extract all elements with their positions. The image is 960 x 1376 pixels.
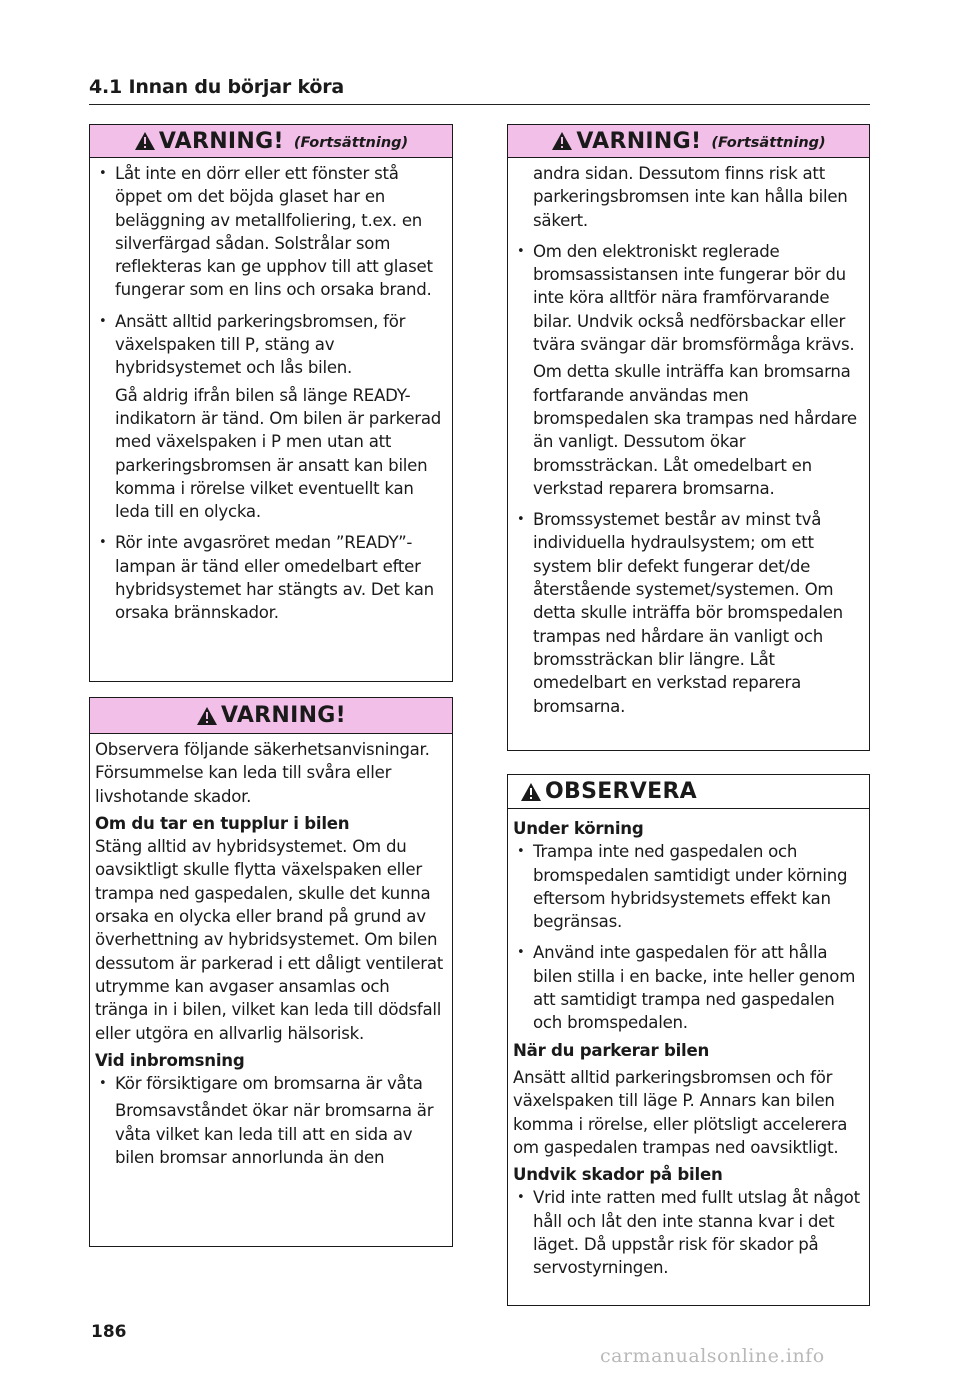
paragraph: andra sidan. Dessutom finns risk att parkeringsbromsen inte kan hålla bilen säkert. [533,164,848,230]
warning-box-continued-left [89,124,453,682]
notice-banner [508,775,869,809]
subheading: Om du tar en tupplur i bilen [95,813,350,833]
page-header [89,72,870,105]
section-title: 4.1 Innan du börjar köra [89,76,345,98]
paragraph: Gå aldrig ifrån bilen så länge READY-indikatorn är tänd. Om bilen är parkerad med växelspaken i P men utan att parkeringsbromsen är ansatt kan bilen komma i rörelse vilket eventuellt kan leda till en olycka. [115,385,442,522]
warning-content [90,734,452,1169]
paragraph: Ansätt alltid parkeringsbromsen och för växelspaken till läge P. Annars kan bilen komma i rörelse, eller plötsligt accelerera om gaspedalen trampas ned oavsiktligt. [513,1067,848,1157]
warning-content [90,158,452,625]
list-item: • Låt inte en dörr eller ett fönster stå öppet om det böjda glaset har en beläggning av metallfoliering, t.ex. en silverfärgad sådan. Solstrålar som reflekteras kan ge upphov till att glaset fungerar som en lins och orsaka brand. [95,162,447,302]
list-item: • Använd inte gaspedalen för att hålla bilen stilla i en backe, inte heller genom att samtidigt trampa ned gaspedalen och bromspedalen. [513,941,864,1034]
list-item: • Bromssystemet består av minst två individuella hydraulsystem; om ett system blir defekt fungerar det/de återstående systemet/systemen. Om detta skulle inträffa bör bromspedalen trampas ned hårdare än vanligt och bromssträckan blir längre. Låt omedelbart en verkstad reparera bromsarna. [513,508,864,718]
subheading: När du parkerar bilen [513,1040,710,1060]
notice-triangle-icon [520,782,542,802]
paragraph: Om detta skulle inträffa kan bromsarna fortfarande användas men bromspedalen ska trampas ned hårdare än vanligt. Dessutom ökar bromssträckan. Låt omedelbart en verkstad reparera bromsarna. [533,362,857,498]
warning-heading: VARNING! [220,703,346,728]
list-item: • Ansätt alltid parkeringsbromsen, för växelspaken till P, stäng av hybridsystemet och lås bilen. [95,310,447,380]
warning-banner [90,698,452,734]
list-item: • Kör försiktigare om bromsarna är våta [95,1072,447,1095]
watermark: carmanualsonline.info [600,1345,825,1367]
subheading: Vid inbromsning [95,1050,245,1070]
warning-triangle-icon [551,131,573,151]
notice-heading: OBSERVERA [545,779,698,804]
page-number: 186 [91,1322,127,1342]
warning-content [508,158,869,718]
list-item: • Om den elektroniskt reglerade bromsassistansen inte fungerar bör du inte köra alltför nära framförvarande bilar. Undvik också nedförsbackar eller tvära svängar där bromsförmåga krävs. [513,240,864,356]
warning-banner [508,125,869,158]
continued-label: (Fortsättning) [293,134,409,151]
warning-heading: VARNING! [158,128,284,154]
paragraph: Observera följande säkerhetsanvisningar. Försummelse kan leda till svåra eller livshotande skador. [95,740,430,806]
list-item: • Trampa inte ned gaspedalen och bromspedalen samtidigt under körning eftersom hybridsystemets effekt kan begränsas. [513,840,864,933]
warning-box-continued-right [507,124,870,751]
list-item: • Rör inte avgasröret medan ”READY”-lampan är tänd eller omedelbart efter hybridsystemet har stängts av. Det kan orsaka brännskador. [95,531,447,624]
warning-triangle-icon [134,131,156,151]
subheading: Under körning [513,819,644,838]
paragraph: Bromsavståndet ökar när bromsarna är våta vilket kan leda till att en sida av bilen bromsar annorlunda än den [115,1101,434,1168]
warning-heading: VARNING! [576,128,702,154]
continued-label: (Fortsättning) [711,134,826,151]
list-item: • Vrid inte ratten med fullt utslag åt något håll och låt den inte stanna kvar i det läget. Då uppstår risk för skador på servostyrningen. [513,1186,864,1279]
paragraph: Stäng alltid av hybridsystemet. Om du oavsiktligt skulle flytta växelspaken eller trampa ned gaspedalen, skulle det kunna orsaka en olycka eller brand på grund av överhettning av hybridsystemet. Om bilen dessutom är parkerad i ett dåligt ventilerat utrymme kan avgaser ansamlas och tränga in i bilen, vilket kan leda till dödsfall eller utgöra en allvarlig hälsorisk. [95,837,444,1043]
notice-content [508,809,869,1280]
warning-banner [90,125,452,158]
warning-triangle-icon [196,706,218,726]
notice-box [507,774,870,1306]
subheading: Undvik skador på bilen [513,1165,723,1185]
warning-box-left [89,697,453,1247]
